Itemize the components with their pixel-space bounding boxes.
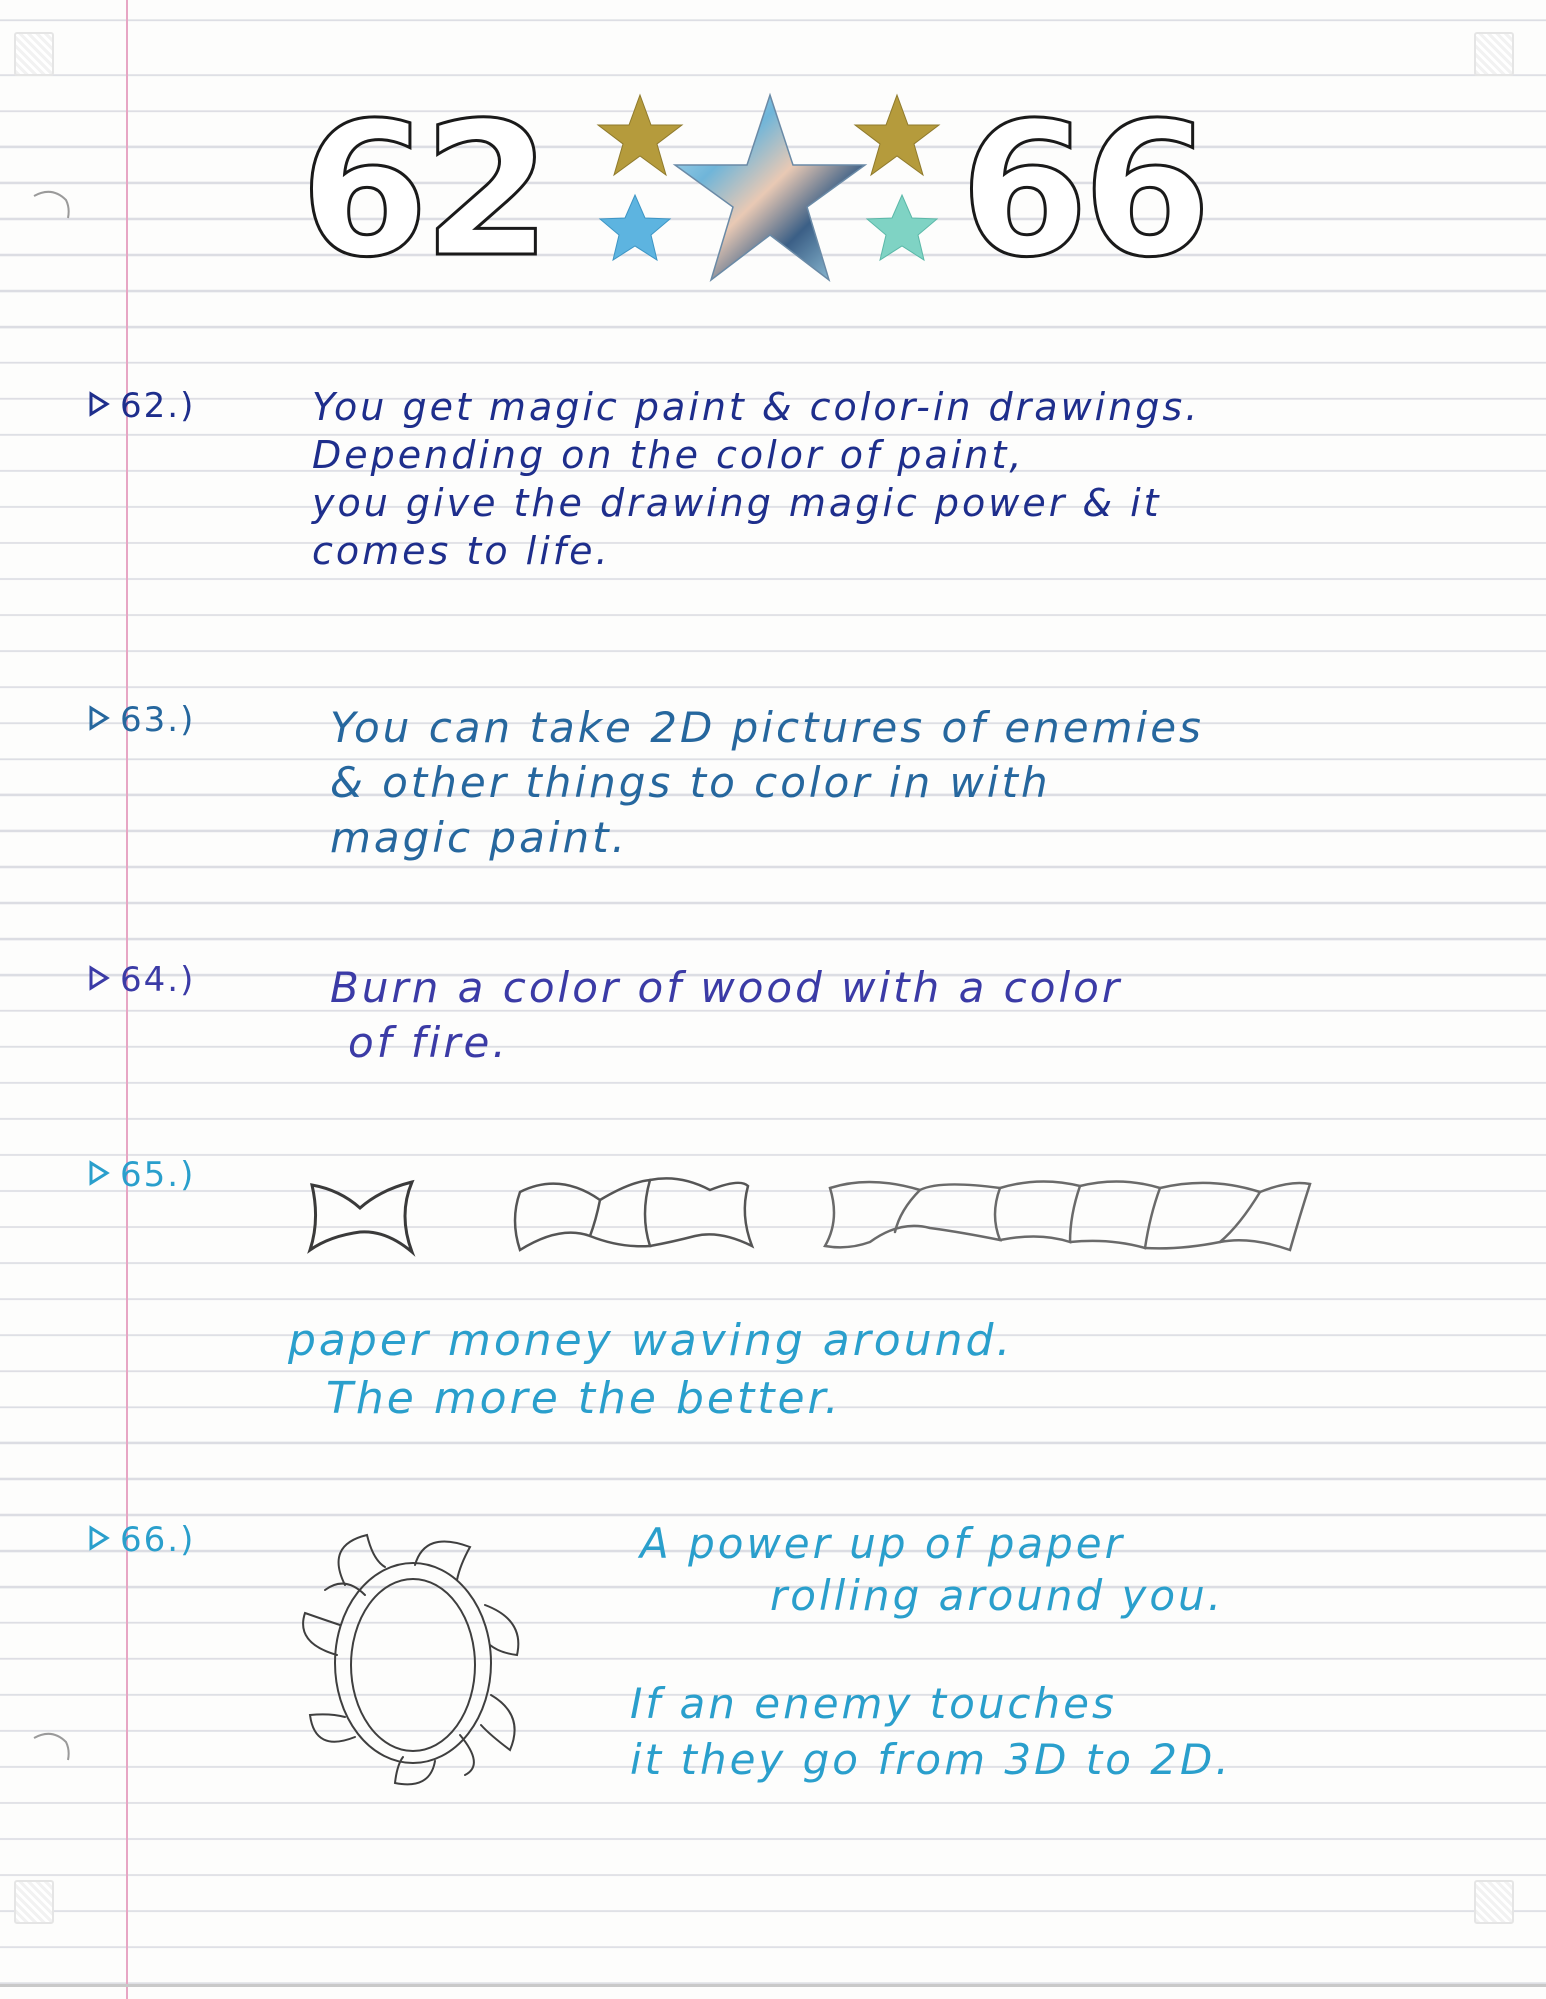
entry-62-line-3: you give the drawing magic power & it	[312, 481, 1162, 525]
mint-star-right-icon	[867, 195, 937, 260]
corner-mark-top-left	[14, 32, 54, 76]
paper-ring-sketch	[285, 1525, 535, 1795]
entry-64-text	[330, 960, 1122, 1070]
triangle-bullet-icon	[88, 705, 110, 731]
entry-63-line-1: You can take 2D pictures of enemies	[330, 703, 1204, 752]
gold-star-left-icon	[598, 95, 682, 175]
entry-64-label	[88, 960, 195, 1000]
holographic-star-icon	[675, 95, 865, 280]
waving-money-sketch	[300, 1170, 1330, 1270]
gold-star-right-icon	[855, 95, 939, 175]
entry-66-text-a	[640, 1518, 1224, 1622]
entry-64-line-2: of fire.	[348, 1018, 509, 1067]
entry-label-text: 66.)	[120, 1520, 196, 1560]
entry-62-text	[312, 383, 1200, 575]
page-bottom-edge	[0, 1984, 1546, 1987]
entry-63-line-3: magic paint.	[330, 813, 628, 862]
entry-66-line-1: A power up of paper	[640, 1519, 1125, 1568]
entry-65-text	[288, 1312, 1013, 1428]
entry-65-label	[88, 1155, 195, 1195]
entry-64-line-1: Burn a color of wood with a color	[330, 963, 1123, 1012]
entry-62-line-1: You get magic paint & color-in drawings.	[312, 385, 1201, 429]
binder-hole-top	[30, 188, 72, 230]
title-banner	[300, 82, 1260, 298]
entry-65-line-2: The more the better.	[326, 1373, 842, 1424]
entry-66-text-b	[630, 1676, 1232, 1788]
entry-label-text: 62.)	[120, 386, 196, 426]
blue-star-left-icon	[600, 195, 670, 260]
entry-66-line-4: it they go from 3D to 2D.	[630, 1735, 1232, 1784]
star-stickers	[590, 85, 950, 295]
triangle-bullet-icon	[88, 965, 110, 991]
entry-66-line-3: If an enemy touches	[630, 1679, 1117, 1728]
entry-label-text: 64.)	[120, 960, 196, 1000]
entry-63-text	[330, 700, 1204, 865]
entry-label-text: 63.)	[120, 700, 196, 740]
entry-label-text: 65.)	[120, 1155, 196, 1195]
binder-hole-bottom	[30, 1730, 72, 1772]
triangle-bullet-icon	[88, 391, 110, 417]
title-number-left: 62	[300, 82, 546, 298]
entry-63-line-2: & other things to color in with	[330, 758, 1051, 807]
corner-mark-bottom-right	[1474, 1880, 1514, 1924]
triangle-bullet-icon	[88, 1160, 110, 1186]
title-number-right: 66	[960, 82, 1206, 298]
entry-65-line-1: paper money waving around.	[288, 1315, 1014, 1366]
triangle-bullet-icon	[88, 1525, 110, 1551]
entry-62-line-4: comes to life.	[312, 529, 611, 573]
corner-mark-bottom-left	[14, 1880, 54, 1924]
entry-62-label	[88, 386, 195, 426]
corner-mark-top-right	[1474, 32, 1514, 76]
entry-66-label	[88, 1520, 195, 1560]
entry-63-label	[88, 700, 195, 740]
entry-66-line-2: rolling around you.	[770, 1571, 1225, 1620]
entry-62-line-2: Depending on the color of paint,	[312, 433, 1025, 477]
